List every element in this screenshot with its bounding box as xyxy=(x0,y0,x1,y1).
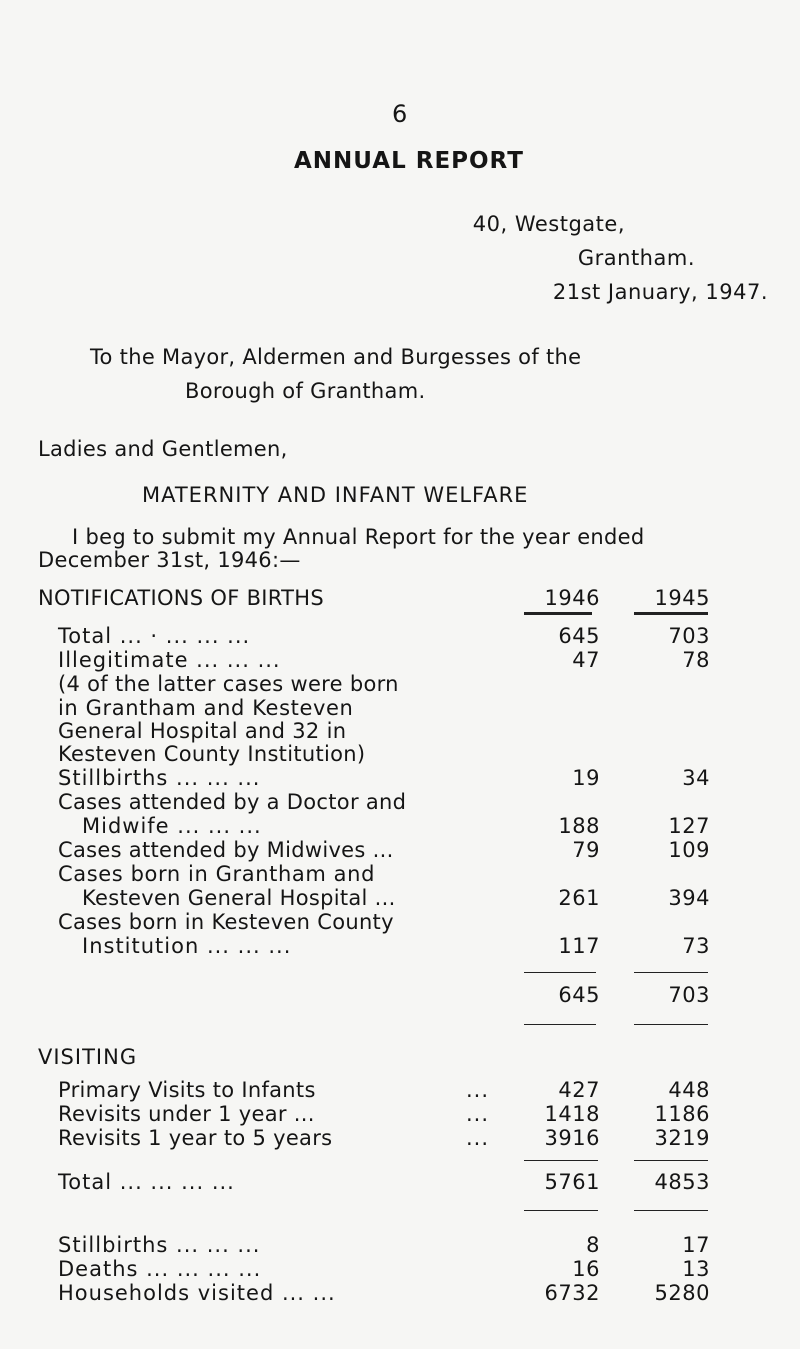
note-line-2: in Grantham and Kesteven xyxy=(58,696,354,720)
value-midwives-1946: 79 xyxy=(572,838,600,862)
visit-1-to-5-1945: 3219 xyxy=(654,1126,710,1150)
visit-households-1946: 6732 xyxy=(544,1281,600,1305)
visit-deaths-1946: 16 xyxy=(572,1257,600,1281)
visit-under-1-1945: 1186 xyxy=(654,1102,710,1126)
visit-label-under-1: Revisits under 1 year ... xyxy=(58,1102,315,1126)
row-label-doctor-line-2: Midwife ... ... ... xyxy=(82,814,262,838)
visiting-heading: VISITING xyxy=(38,1045,138,1069)
visit-dots-primary: ... xyxy=(466,1078,490,1102)
visit-label-deaths: Deaths ... ... ... ... xyxy=(58,1257,262,1281)
visit-dots-under-1: ... xyxy=(466,1102,490,1126)
section-heading: MATERNITY AND INFANT WELFARE xyxy=(142,483,529,507)
visit-deaths-1945: 13 xyxy=(682,1257,710,1281)
row-label-hospital-line-2: Kesteven General Hospital ... xyxy=(82,886,396,910)
notifications-heading: NOTIFICATIONS OF BIRTHS xyxy=(38,586,324,610)
page-number: 6 xyxy=(392,100,408,128)
intro-line-2: December 31st, 1946:— xyxy=(38,548,301,572)
visit-label-households: Households visited ... ... xyxy=(58,1281,336,1305)
visit-total-1946: 5761 xyxy=(544,1170,600,1194)
salutation: Ladies and Gentlemen, xyxy=(38,437,288,461)
visit-label-primary: Primary Visits to Infants xyxy=(58,1078,316,1102)
note-line-1: (4 of the latter cases were born xyxy=(58,672,399,696)
visit-stillbirths-1946: 8 xyxy=(586,1233,600,1257)
value-total-1946: 645 xyxy=(558,624,600,648)
note-line-4: Kesteven County Institution) xyxy=(58,742,366,766)
visit-primary-1945: 448 xyxy=(668,1078,710,1102)
visit-total-1945: 4853 xyxy=(654,1170,710,1194)
value-illegitimate-1946: 47 xyxy=(572,648,600,672)
value-doctor-1945: 127 xyxy=(668,814,710,838)
visit-label-total: Total ... ... ... ... xyxy=(58,1170,235,1194)
value-doctor-1946: 188 xyxy=(558,814,600,838)
row-label-total: Total ... · ... ... ... xyxy=(58,624,251,648)
value-illegitimate-1945: 78 xyxy=(682,648,710,672)
value-hospital-1945: 394 xyxy=(668,886,710,910)
visit-primary-1946: 427 xyxy=(558,1078,600,1102)
page-title: ANNUAL REPORT xyxy=(294,148,524,174)
intro-line-1: I beg to submit my Annual Report for the year ended xyxy=(72,525,645,549)
row-label-illegitimate: Illegitimate ... ... ... xyxy=(58,648,281,672)
addressee-line-2: Borough of Grantham. xyxy=(185,379,426,403)
address-town: Grantham. xyxy=(577,246,695,270)
value-institution-1946: 117 xyxy=(558,934,600,958)
value-total-1945: 703 xyxy=(668,624,710,648)
visit-under-1-1946: 1418 xyxy=(544,1102,600,1126)
notifications-total-1946: 645 xyxy=(558,983,600,1007)
notifications-total-1945: 703 xyxy=(668,983,710,1007)
visit-dots-1-to-5: ... xyxy=(466,1126,490,1150)
visit-label-1-to-5: Revisits 1 year to 5 years xyxy=(58,1126,333,1150)
row-label-midwives: Cases attended by Midwives ... xyxy=(58,838,394,862)
addressee-line-1: To the Mayor, Aldermen and Burgesses of the xyxy=(90,345,582,369)
value-stillbirths-1945: 34 xyxy=(682,766,710,790)
visit-label-stillbirths: Stillbirths ... ... ... xyxy=(58,1233,261,1257)
visit-households-1945: 5280 xyxy=(654,1281,710,1305)
row-label-institution-line-2: Institution ... ... ... xyxy=(82,934,292,958)
column-header-1945: 1945 xyxy=(654,586,710,610)
value-stillbirths-1946: 19 xyxy=(572,766,600,790)
value-institution-1945: 73 xyxy=(682,934,710,958)
row-label-stillbirths: Stillbirths ... ... ... xyxy=(58,766,261,790)
address-date: 21st January, 1947. xyxy=(552,280,768,304)
column-header-1946: 1946 xyxy=(544,586,600,610)
row-label-institution-line-1: Cases born in Kesteven County xyxy=(58,910,394,934)
note-line-3: General Hospital and 32 in xyxy=(58,719,347,743)
value-midwives-1945: 109 xyxy=(668,838,710,862)
row-label-hospital-line-1: Cases born in Grantham and xyxy=(58,862,375,886)
visit-1-to-5-1946: 3916 xyxy=(544,1126,600,1150)
row-label-doctor-line-1: Cases attended by a Doctor and xyxy=(58,790,407,814)
visit-stillbirths-1945: 17 xyxy=(682,1233,710,1257)
value-hospital-1946: 261 xyxy=(558,886,600,910)
address-street: 40, Westgate, xyxy=(472,212,625,236)
